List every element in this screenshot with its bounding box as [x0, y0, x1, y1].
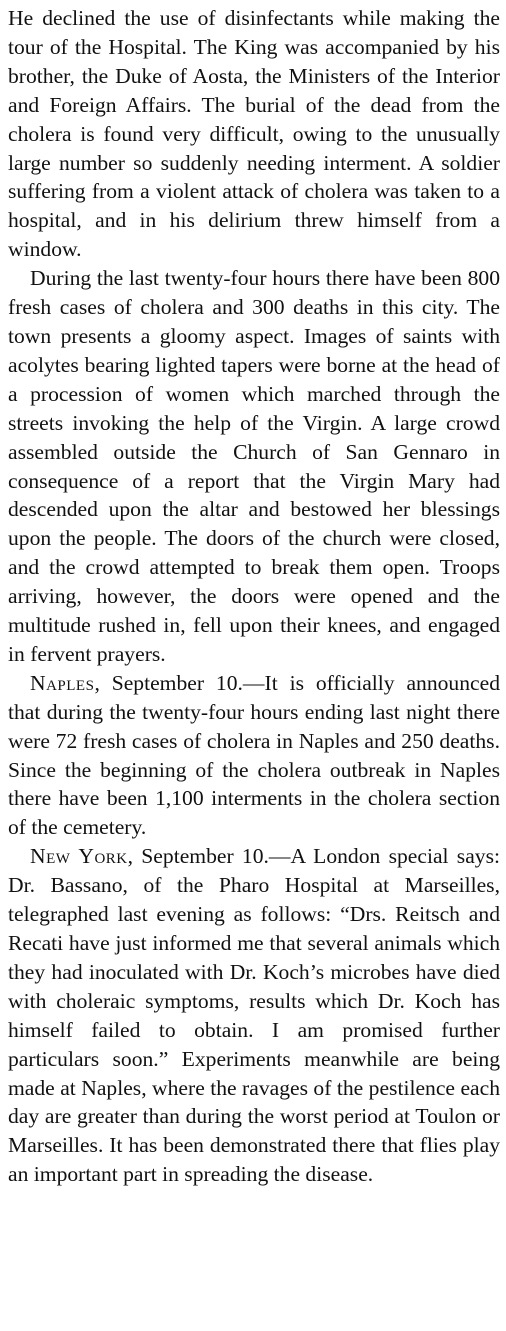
article-paragraph-2: [8, 264, 500, 669]
article-paragraph-4: [8, 842, 500, 1189]
article-paragraph-3: [8, 669, 500, 842]
paragraph-text: During the last twenty-four hours there have been 800 fresh cases of cholera and 300 deaths in this city. The town presents a gloomy aspect. Images of saints with acolytes bearing lighted tapers were borne at the head of a procession of women which marched through the streets invoking the help of the Virgin. A large crowd assembled outside the Church of San Gennaro in consequence of a report that the Virgin Mary had descended upon the altar and bestowed her blessings upon the people. The doors of the church were closed, and the crowd attempted to break them open. Troops arriving, however, the doors were opened and the multitude rushed in, fell upon their knees, and engaged in fervent prayers.: [8, 266, 500, 666]
dateline-new-york: New York: [30, 844, 128, 869]
article-paragraph-1: [8, 4, 500, 264]
paragraph-text: , September 10.—A London special says: Dr. Bassano, of the Pharo Hospital at Marseilles, telegraphed last evening as follows: “Drs. Reitsch and Recati have just informed me that several animals which they had inoculated with Dr. Koch’s microbes have died with choleraic symptoms, results which Dr. Koch has himself failed to obtain. I am promised further particulars soon.” Experiments meanwhile are being made at Naples, where the ravages of the pestilence each day are greater than during the worst period at Toulon or Marseilles. It has been demonstrated there that flies play an important part in spreading the disease.: [8, 844, 500, 1187]
dateline-naples: Naples: [30, 670, 95, 695]
paragraph-text: , September 10.—It is officially announced that during the twenty-four hours ending last night there were 72 fresh cases of cholera in Naples and 250 deaths. Since the beginning of the cholera outbreak in Naples there have been 1,100 interments in the cholera section of the cemetery.: [8, 670, 500, 840]
paragraph-text: He declined the use of disinfectants while making the tour of the Hospital. The King was accompanied by his brother, the Duke of Aosta, the Ministers of the Interior and Foreign Affairs. The burial of the dead from the cholera is found very difficult, owing to the unusually large number so suddenly needing interment. A soldier suffering from a violent attack of cholera was taken to a hospital, and in his delirium threw himself from a window.: [8, 6, 500, 262]
